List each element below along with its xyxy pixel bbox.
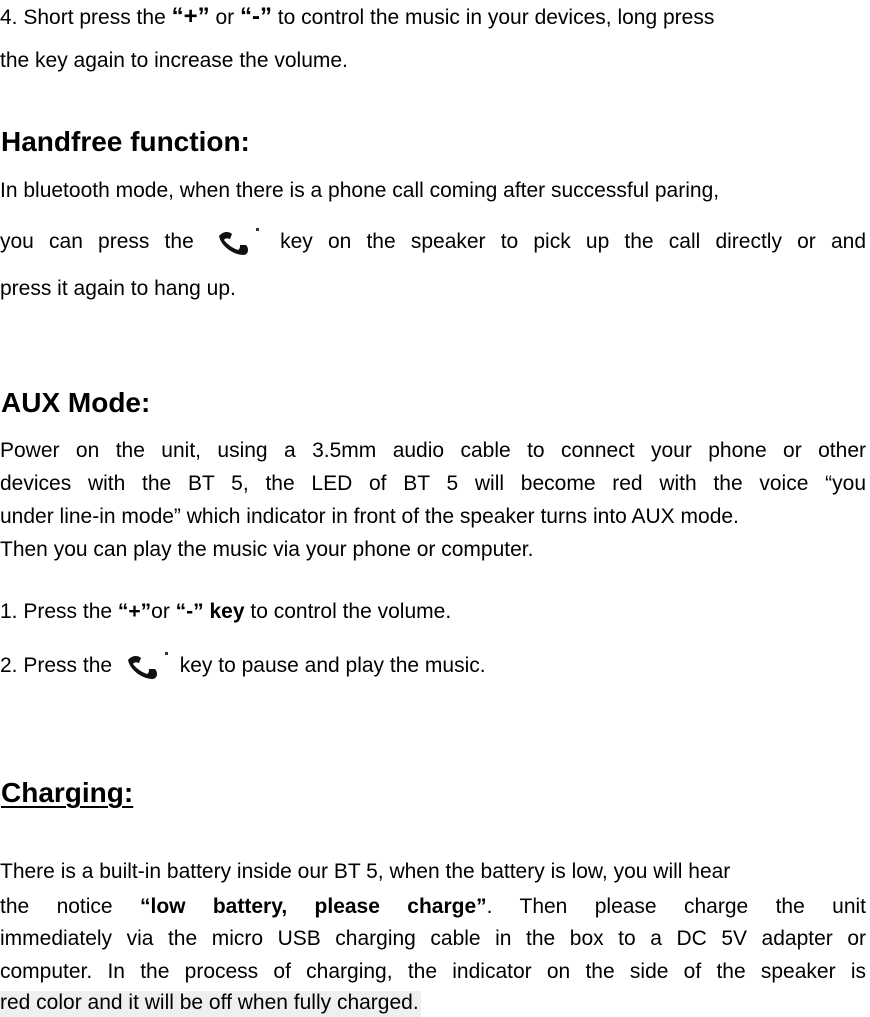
charging-line2-pre: the notice bbox=[0, 895, 140, 918]
aux-line3: under line-in mode” which indicator in front of the speaker turns into AUX mode. bbox=[0, 505, 739, 528]
phone-handset-icon bbox=[122, 652, 170, 680]
step4-line1 bbox=[0, 5, 714, 29]
handfree-heading: Handfree function: bbox=[1, 126, 250, 157]
charging-line3: immediately via the micro USB charging cable in the box to a DC 5V adapter or bbox=[0, 927, 866, 950]
step4-pre: 4. Short press the bbox=[0, 6, 172, 29]
handfree-line2-pre: you can press the bbox=[0, 230, 194, 253]
aux-step1-or: or bbox=[151, 600, 176, 623]
handfree-line2-post: key on the speaker to pick up the call directly or and bbox=[280, 230, 866, 253]
handfree-line3: press it again to hang up. bbox=[0, 277, 236, 300]
handfree-line1: In bluetooth mode, when there is a phone call coming after successful paring, bbox=[0, 179, 720, 202]
step4-line2: the key again to increase the volume. bbox=[0, 49, 348, 72]
charging-line4: computer. In the process of charging, the indicator on the side of the speaker is bbox=[0, 960, 866, 983]
aux-heading: AUX Mode: bbox=[1, 387, 151, 418]
aux-step1-post: to control the volume. bbox=[244, 600, 452, 623]
charging-line2-post: . Then please charge the unit bbox=[486, 895, 866, 918]
charging-line2 bbox=[0, 896, 866, 917]
charging-notice: “low battery, please charge” bbox=[139, 895, 487, 918]
charging-line1: There is a built-in battery inside our BT 5, when the battery is low, you will hear bbox=[0, 860, 731, 883]
charging-line5-text: red color and it will be off when fully charged. bbox=[0, 991, 421, 1017]
handfree-line2 bbox=[0, 228, 866, 256]
phone-handset-icon bbox=[213, 228, 261, 256]
step4-or: or bbox=[209, 6, 240, 29]
charging-heading: Charging: bbox=[1, 777, 134, 808]
aux-step2 bbox=[0, 652, 486, 680]
aux-step1-pre: 1. Press the bbox=[0, 600, 118, 623]
step4-post: to control the music in your devices, long press bbox=[271, 6, 715, 29]
aux-step1-minus-key: “-” key bbox=[175, 600, 245, 623]
aux-step1 bbox=[0, 601, 451, 622]
aux-step1-plus: “+” bbox=[117, 600, 152, 623]
charging-line5 bbox=[0, 992, 421, 1013]
aux-step2-post: key to pause and play the music. bbox=[179, 654, 486, 677]
plus-key-label: “+” bbox=[171, 3, 210, 30]
aux-step2-pre: 2. Press the bbox=[0, 654, 113, 677]
aux-line2: devices with the BT 5, the LED of BT 5 will become red with the voice “you bbox=[0, 472, 866, 495]
aux-line4: Then you can play the music via your phone or computer. bbox=[0, 538, 534, 561]
aux-line1: Power on the unit, using a 3.5mm audio cable to connect your phone or other bbox=[0, 439, 866, 462]
minus-key-label: “-” bbox=[239, 3, 272, 30]
